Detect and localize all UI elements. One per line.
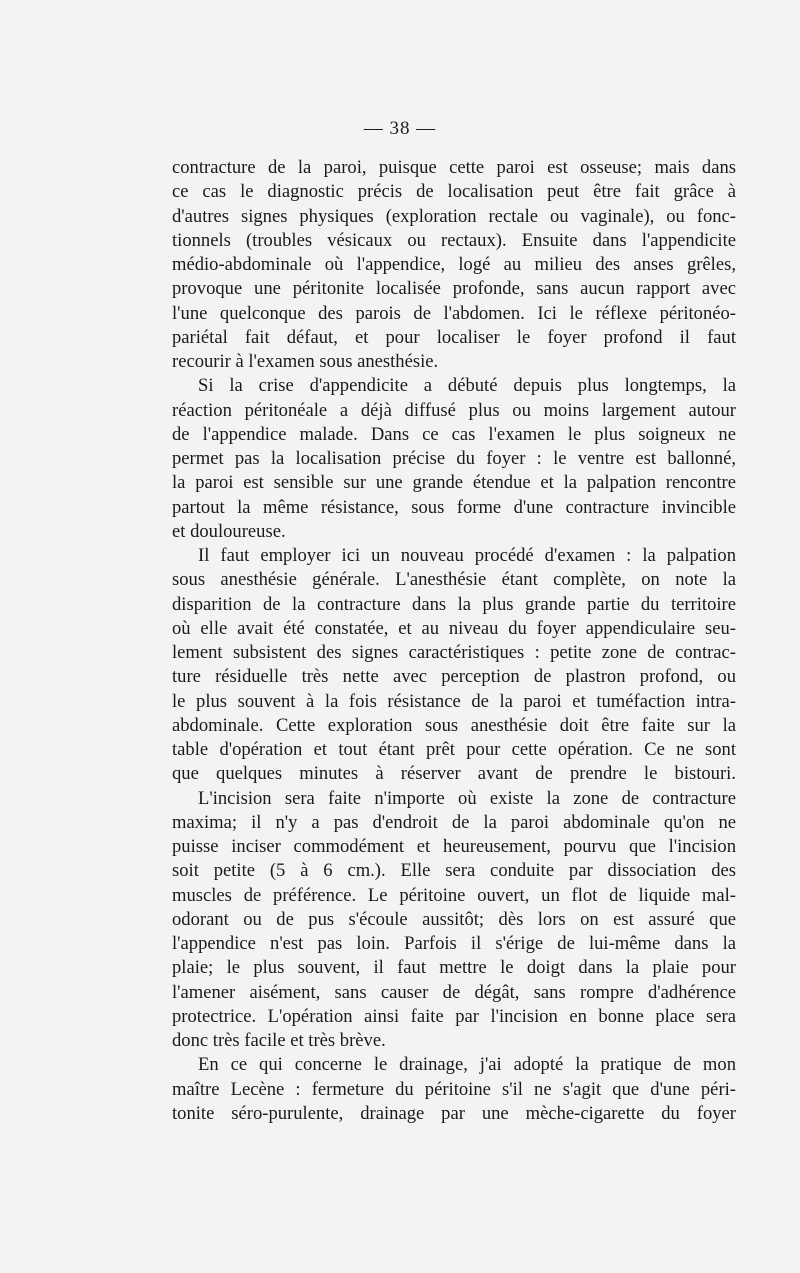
text-line: l'appendice n'est pas loin. Parfois il s'érige de lui-même dans la bbox=[172, 933, 736, 954]
text-line: lement subsistent des signes caractéristiques : petite zone de contrac- bbox=[172, 642, 736, 663]
text-line: et douloureuse. bbox=[172, 520, 286, 542]
text-line: l'une quelconque des parois de l'abdomen. Ici le réflexe péritonéo- bbox=[172, 302, 736, 324]
text-line: permet pas la localisation précise du foyer : le ventre est ballonné, bbox=[172, 448, 736, 469]
text-line: recourir à l'examen sous anesthésie. bbox=[172, 351, 439, 372]
text-line: partout la même résistance, sous forme d'une contracture invincible bbox=[172, 496, 736, 518]
text-line: soit petite (5 à 6 cm.). Elle sera conduite par dissociation des bbox=[172, 860, 736, 882]
body-text bbox=[172, 156, 736, 1126]
text-line: que quelques minutes à réserver avant de prendre le bistouri. bbox=[172, 763, 736, 785]
paragraph-start-line: Si la crise d'appendicite a débuté depuis plus longtemps, la bbox=[198, 375, 736, 397]
text-line: provoque une péritonite localisée profonde, sans aucun rapport avec bbox=[172, 278, 736, 300]
text-line: où elle avait été constatée, et au niveau du foyer appendiculaire seu- bbox=[172, 617, 736, 639]
text-line: médio-abdominale où l'appendice, logé au milieu des anses grêles, bbox=[172, 254, 736, 275]
text-line: sous anesthésie générale. L'anesthésie étant complète, on note la bbox=[172, 569, 736, 591]
text-line: tionnels (troubles vésicaux ou rectaux). Ensuite dans l'appendicite bbox=[172, 229, 736, 251]
paragraph-start-line: En ce qui concerne le drainage, j'ai adopté la pratique de mon bbox=[198, 1054, 736, 1076]
text-line: protectrice. L'opération ainsi faite par l'incision en bonne place sera bbox=[172, 1005, 736, 1027]
text-line: puisse inciser commodément et heureusement, pourvu que l'incision bbox=[172, 836, 736, 857]
text-line: réaction péritonéale a déjà diffusé plus ou moins largement autour bbox=[172, 399, 736, 421]
text-line: ce cas le diagnostic précis de localisation peut être fait grâce à bbox=[172, 181, 736, 203]
text-line: disparition de la contracture dans la plus grande partie du territoire bbox=[172, 593, 736, 615]
text-line: tonite séro-purulente, drainage par une mèche-cigarette du foyer bbox=[172, 1102, 736, 1124]
text-line: d'autres signes physiques (exploration rectale ou vaginale), ou fonc- bbox=[172, 205, 736, 227]
text-line: maxima; il n'y a pas d'endroit de la paroi abdominale qu'on ne bbox=[172, 811, 736, 833]
text-line: donc très facile et très brève. bbox=[172, 1030, 386, 1051]
text-line: le plus souvent à la fois résistance de la paroi et tuméfaction intra- bbox=[172, 690, 736, 712]
text-line: abdominale. Cette exploration sous anesthésie doit être faite sur la bbox=[172, 714, 736, 736]
text-line: pariétal fait défaut, et pour localiser le foyer profond il faut bbox=[172, 326, 736, 348]
text-line: muscles de préférence. Le péritoine ouvert, un flot de liquide mal- bbox=[172, 884, 736, 906]
text-line: l'amener aisément, sans causer de dégât, sans rompre d'adhérence bbox=[172, 981, 736, 1003]
text-line: la paroi est sensible sur une grande étendue et la palpation rencontre bbox=[172, 472, 736, 494]
text-line: contracture de la paroi, puisque cette paroi est osseuse; mais dans bbox=[172, 157, 736, 178]
paragraph-start-line: L'incision sera faite n'importe où existe la zone de contracture bbox=[198, 787, 736, 809]
text-line: odorant ou de pus s'écoule aussitôt; dès lors on est assuré que bbox=[172, 908, 736, 930]
text-line: table d'opération et tout étant prêt pour cette opération. Ce ne sont bbox=[172, 739, 736, 760]
page-number: — 38 — bbox=[363, 118, 437, 139]
text-line: ture résiduelle très nette avec perception de plastron profond, ou bbox=[172, 666, 736, 688]
paragraph-start-line: Il faut employer ici un nouveau procédé d'examen : la palpation bbox=[198, 545, 736, 566]
text-line: plaie; le plus souvent, il faut mettre le doigt dans la plaie pour bbox=[172, 957, 736, 979]
text-line: maître Lecène : fermeture du péritoine s'il ne s'agit que d'une péri- bbox=[172, 1078, 736, 1100]
text-line: de l'appendice malade. Dans ce cas l'examen le plus soigneux ne bbox=[172, 423, 736, 445]
